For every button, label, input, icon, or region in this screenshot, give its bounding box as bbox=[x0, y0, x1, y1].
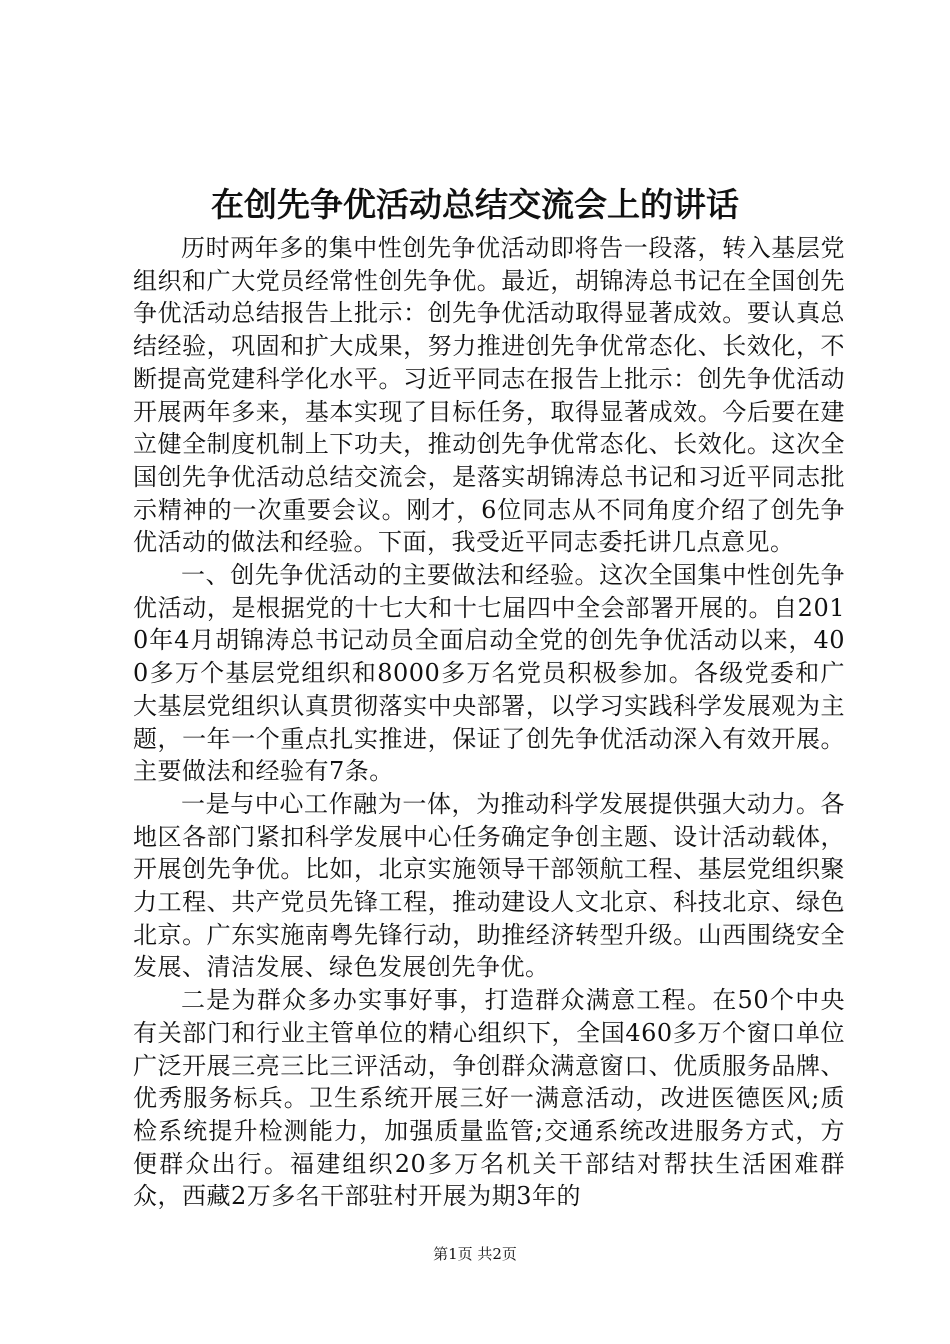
page-number-footer: 第1页 共2页 bbox=[433, 1245, 517, 1263]
paragraph-3: 一是与中心工作融为一体，为推动科学发展提供强大动力。各地区各部门紧扣科学发展中心任务确定争创主题、设计活动载体，开展创先争优。比如，北京实施领导干部领航工程、基层党组织聚力工程、共产党员先锋工程，推动建设人文北京、科技北京、绿色北京。广东实施南粤先锋行动，助推经济转型升级。山西围绕安全发展、清洁发展、绿色发展创先争优。 bbox=[133, 789, 845, 982]
document-body bbox=[133, 232, 845, 1213]
paragraph-1: 历时两年多的集中性创先争优活动即将告一段落，转入基层党组织和广大党员经常性创先争优。最近，胡锦涛总书记在全国创先争优活动总结报告上批示：创先争优活动取得显著成效。要认真总结经验，巩固和扩大成果，努力推进创先争优常态化、长效化，不断提高党建科学化水平。习近平同志在报告上批示：创先争优活动开展两年多来，基本实现了目标任务，取得显著成效。今后要在建立健全制度机制上下功夫，推动创先争优常态化、长效化。这次全国创先争优活动总结交流会，是落实胡锦涛总书记和习近平同志批示精神的一次重要会议。刚才，6位同志从不同角度介绍了创先争优活动的做法和经验。下面，我受近平同志委托讲几点意见。 bbox=[133, 234, 845, 557]
paragraph-2: 一、创先争优活动的主要做法和经验。这次全国集中性创先争优活动，是根据党的十七大和十七届四中全会部署开展的。自2010年4月胡锦涛总书记动员全面启动全党的创先争优活动以来，400多万个基层党组织和8000多万名党员积极参加。各级党委和广大基层党组织认真贯彻落实中央部署，以学习实践科学发展观为主题，一年一个重点扎实推进，保证了创先争优活动深入有效开展。主要做法和经验有7条。 bbox=[133, 561, 845, 786]
document-title: 在创先争优活动总结交流会上的讲话 bbox=[211, 185, 739, 224]
paragraph-4: 二是为群众多办实事好事，打造群众满意工程。在50个中央有关部门和行业主管单位的精心组织下，全国460多万个窗口单位广泛开展三亮三比三评活动，争创群众满意窗口、优质服务品牌、优秀服务标兵。卫生系统开展三好一满意活动，改进医德医风;质检系统提升检测能力，加强质量监管;交通系统改进服务方式，方便群众出行。福建组织20多万名机关干部结对帮扶生活困难群众，西藏2万多名干部驻村开展为期3年的 bbox=[133, 986, 845, 1211]
